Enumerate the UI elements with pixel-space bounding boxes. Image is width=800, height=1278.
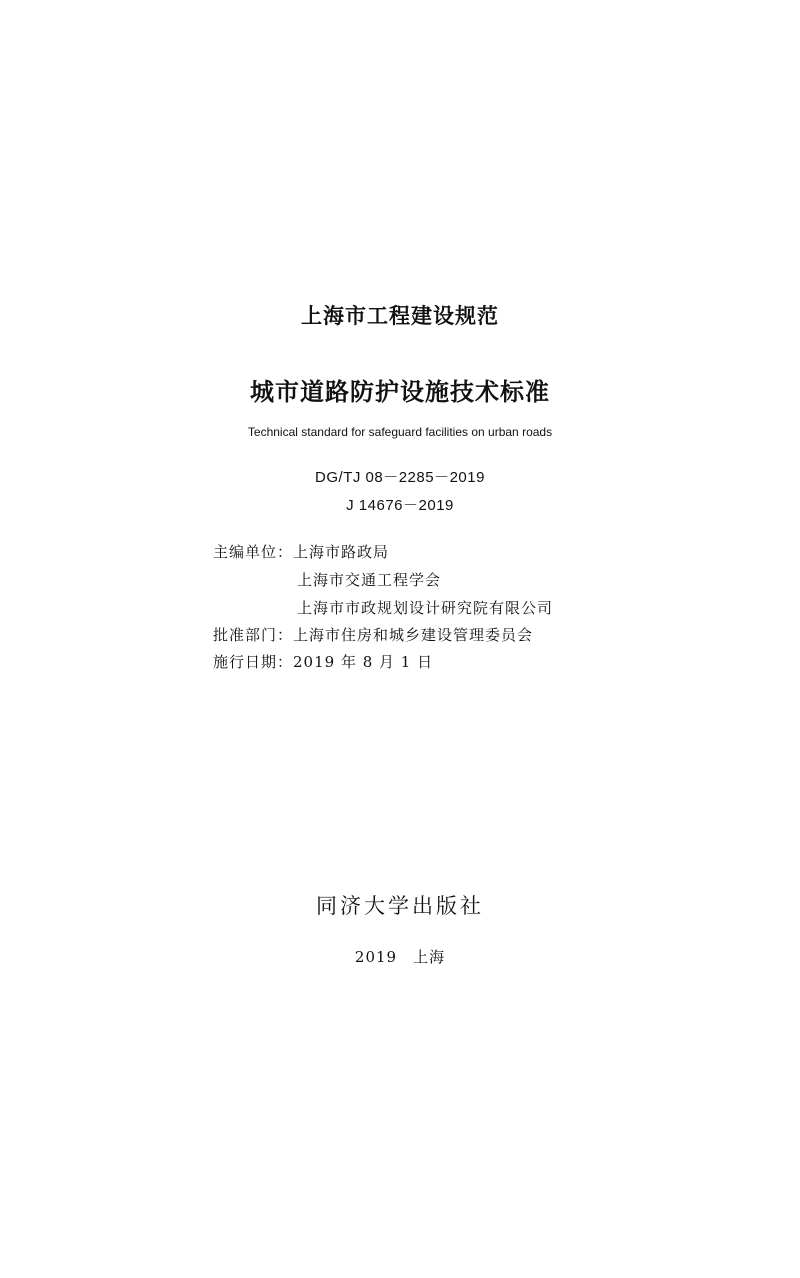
publisher-name: 同济大学出版社 <box>316 894 484 918</box>
english-title: Technical standard for safeguard facilities on urban roads <box>247 425 553 439</box>
series-title: 上海市工程建设规范 <box>301 304 499 328</box>
record-code: J 14676－2019 <box>346 497 454 514</box>
editor-line-2: 上海市交通工程学会 <box>297 571 442 589</box>
editor-line-3: 上海市市政规划设计研究院有限公司 <box>297 599 554 617</box>
standard-code: DG/TJ 08－2285－2019 <box>315 469 485 486</box>
document-title: 城市道路防护设施技术标准 <box>250 378 550 406</box>
editor-line-1: 主编单位：上海市路政局 <box>213 543 390 561</box>
publication-place: 2019 上海 <box>354 948 446 966</box>
approval-line: 批准部门：上海市住房和城乡建设管理委员会 <box>213 626 534 644</box>
effective-date-line: 施行日期：2019 年 8 月 1 日 <box>213 653 434 671</box>
